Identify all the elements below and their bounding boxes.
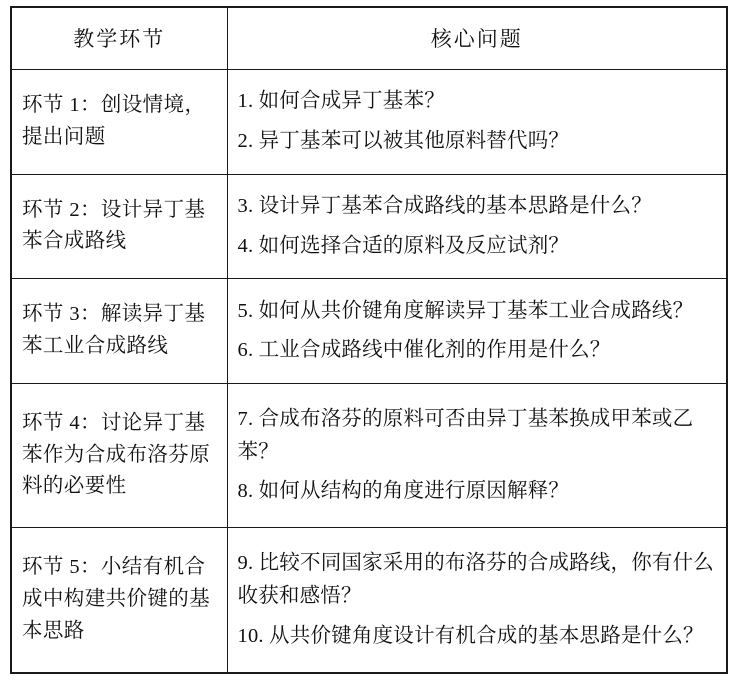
table-row: [11, 174, 727, 279]
table-row: [11, 70, 727, 175]
questions-cell: [227, 383, 727, 528]
stage-cell: 环节 4：讨论异丁基苯作为合成布洛芬原料的必要性: [11, 383, 227, 528]
question-line: 7. 合成布洛芬的原料可否由异丁基苯换成甲苯或乙苯？: [237, 407, 694, 463]
stage-cell: 环节 5：小结有机合成中构建共价键的基本思路: [11, 528, 227, 673]
question-line: 1. 如何合成异丁基苯？: [237, 90, 445, 113]
question-line: 2. 异丁基苯可以被其他原料替代吗？: [237, 130, 570, 153]
table-row: [11, 383, 727, 528]
table-header: [11, 7, 727, 70]
question-line: 9. 比较不同国家采用的布洛芬的合成路线，你有什么收获和感悟？: [237, 552, 714, 608]
table-header-row: [11, 7, 727, 70]
column-header-stage: 教学环节: [11, 7, 227, 70]
stage-cell: 环节 1：创设情境，提出问题: [11, 70, 227, 175]
table-row: [11, 528, 727, 673]
questions-cell: [227, 174, 727, 279]
questions-cell: [227, 279, 727, 384]
column-header-core-questions: 核心问题: [227, 7, 727, 70]
lesson-design-table: [10, 6, 728, 674]
question-line: 4. 如何选择合适的原料及反应试剂？: [237, 234, 570, 257]
question-line: 3. 设计异丁基苯合成路线的基本思路是什么？: [237, 195, 652, 218]
question-line: 8. 如何从结构的角度进行原因解释？: [237, 480, 570, 503]
question-line: 10. 从共价键角度设计有机合成的基本思路是什么？: [237, 625, 704, 648]
question-line: 6. 工业合成路线中催化剂的作用是什么？: [237, 339, 611, 362]
question-line: 5. 如何从共价键角度解读异丁基苯工业合成路线？: [237, 299, 694, 322]
table-body: [11, 70, 727, 674]
table-row: [11, 279, 727, 384]
stage-cell: 环节 2：设计异丁基苯合成路线: [11, 174, 227, 279]
questions-cell: [227, 528, 727, 673]
questions-cell: [227, 70, 727, 175]
stage-cell: 环节 3：解读异丁基苯工业合成路线: [11, 279, 227, 384]
